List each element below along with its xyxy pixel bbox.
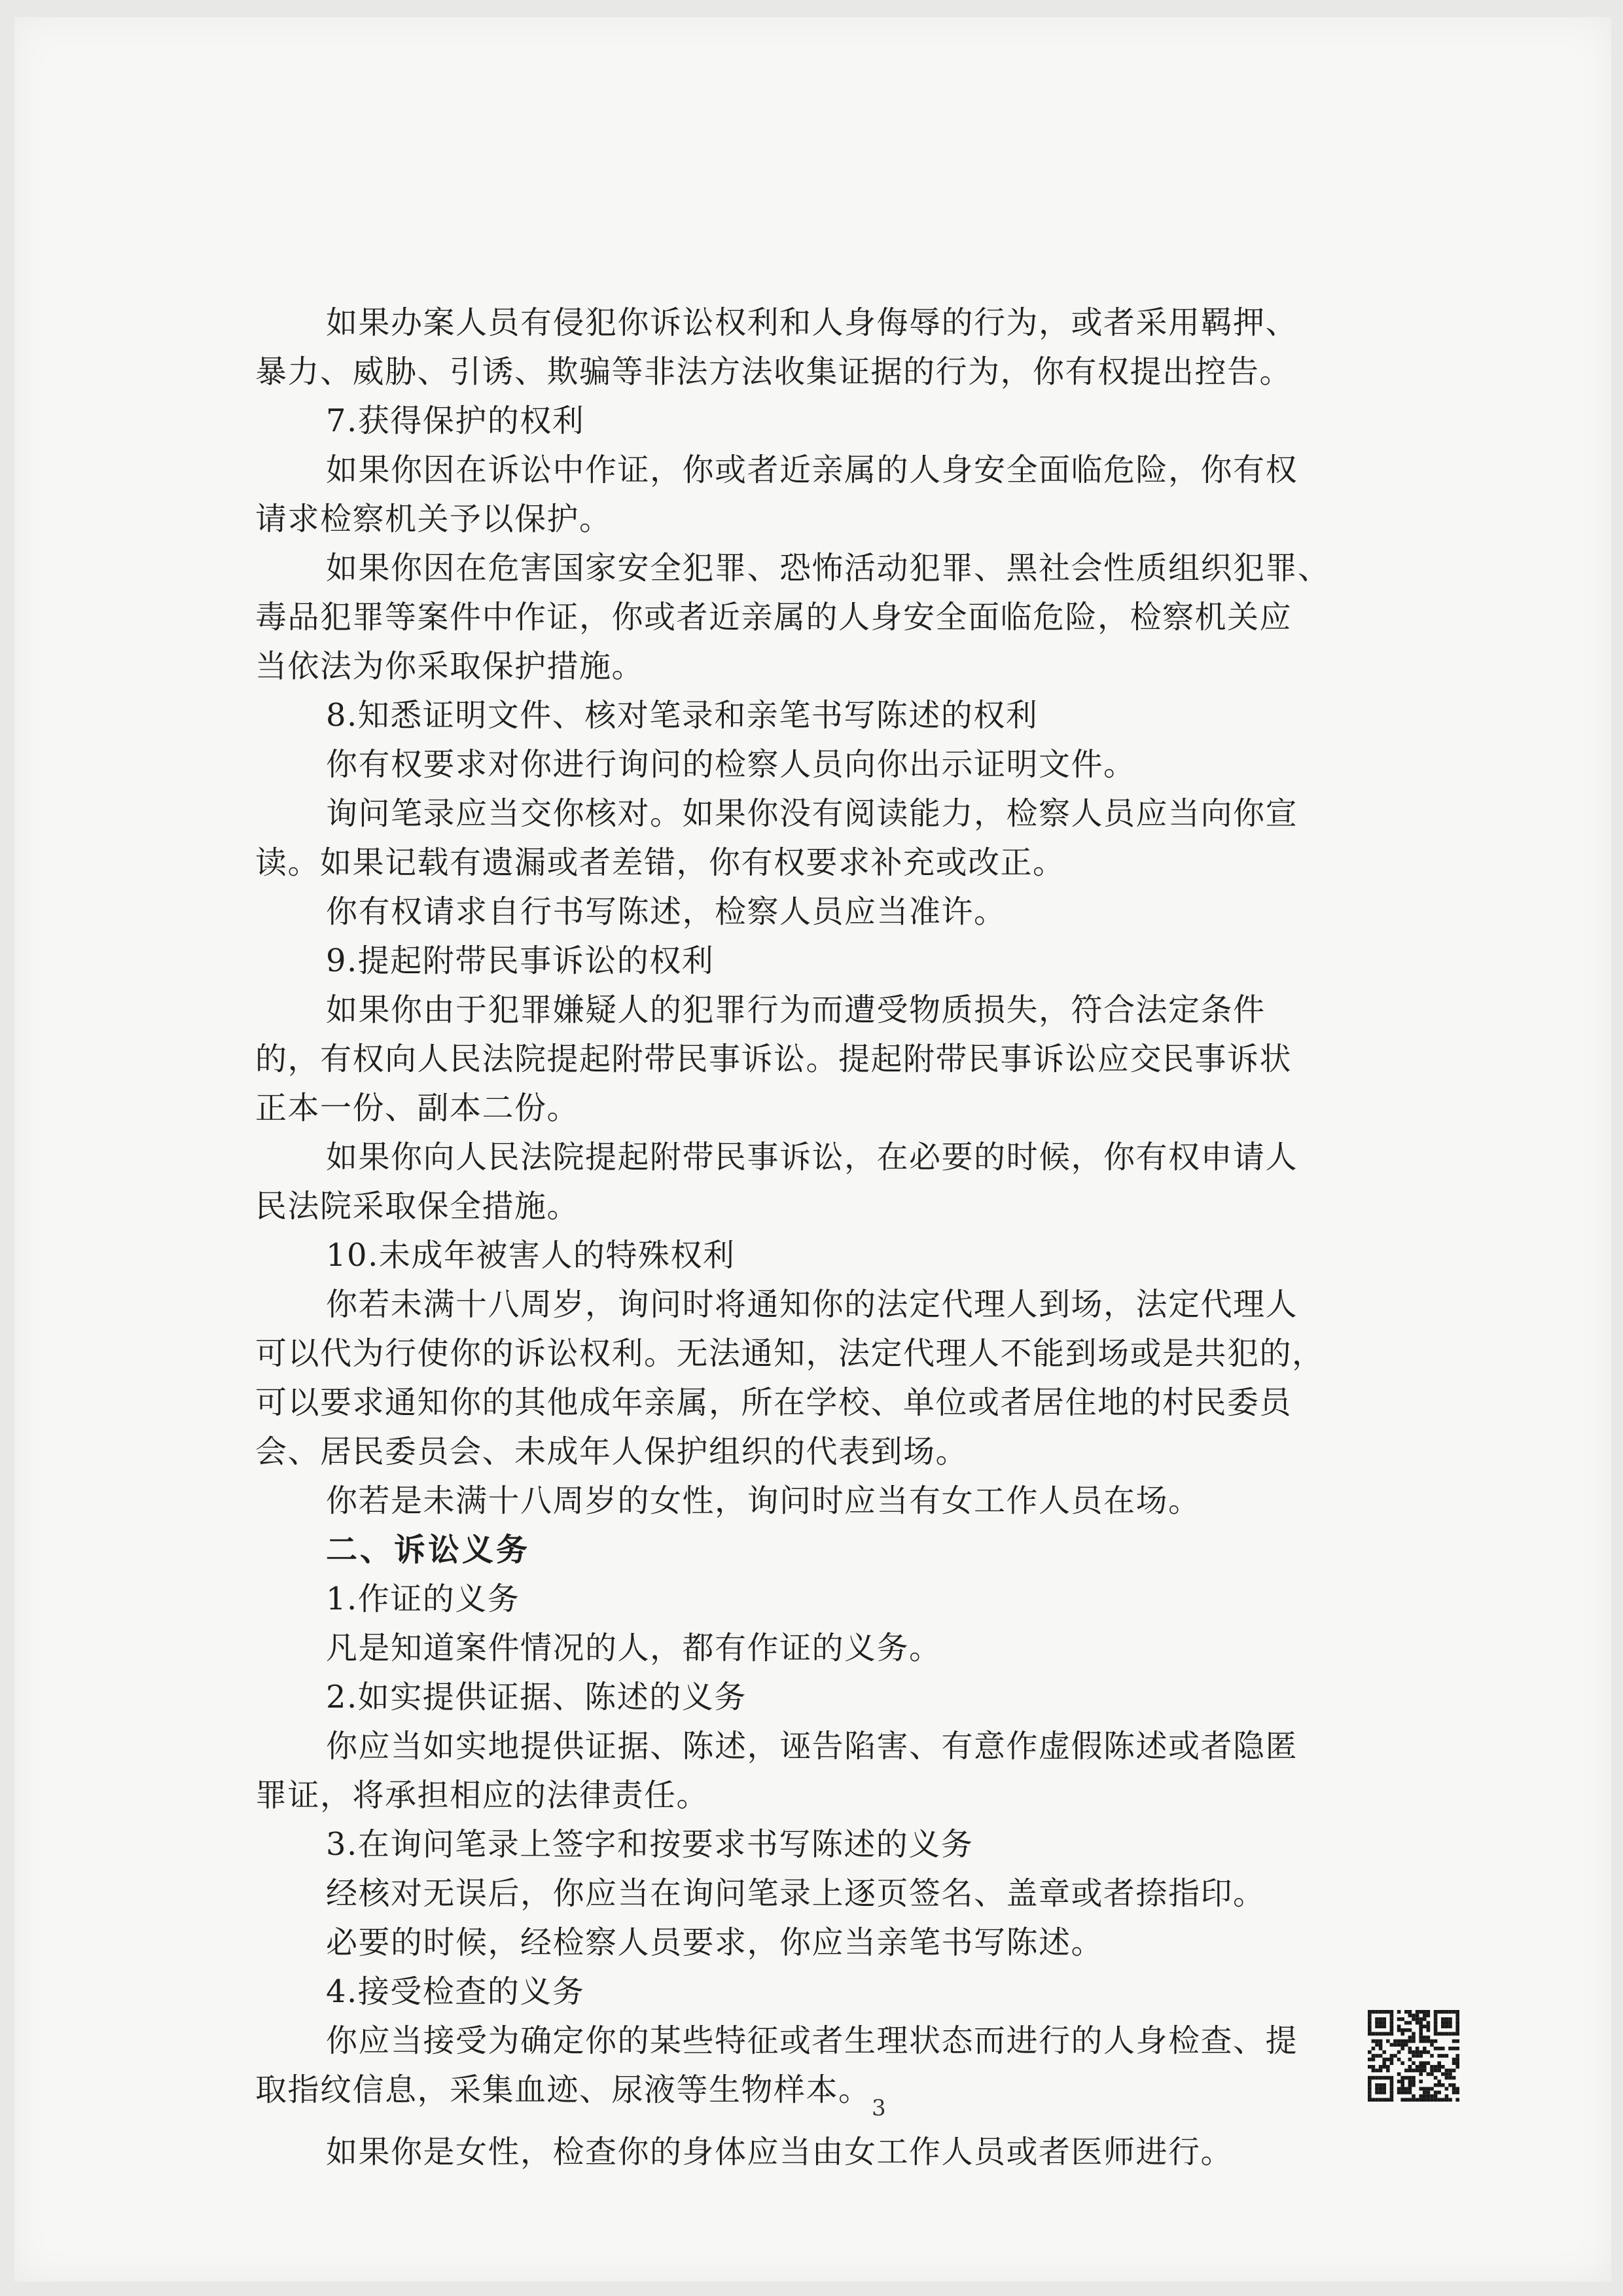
text-line: 必要的时候，经检察人员要求，你应当亲笔书写陈述。 bbox=[326, 1924, 1104, 1961]
document-body bbox=[255, 298, 1459, 2177]
text-line: 如果你向人民法院提起附带民事诉讼，在必要的时候，你有权申请人 bbox=[326, 1139, 1298, 1175]
text-line: 1.作证的义务 bbox=[326, 1581, 520, 1617]
text-line: 8.知悉证明文件、核对笔录和亲笔书写陈述的权利 bbox=[326, 697, 1039, 734]
text-line: 读。如果记载有遗漏或者差错，你有权要求补充或改正。 bbox=[255, 844, 1065, 881]
text-line: 可以要求通知你的其他成年亲属，所在学校、单位或者居住地的村民委员 bbox=[255, 1384, 1293, 1421]
text-line: 4.接受检查的义务 bbox=[326, 1973, 585, 2010]
text-line: 如果办案人员有侵犯你诉讼权利和人身侮辱的行为，或者采用羁押、 bbox=[326, 304, 1298, 341]
text-line: 可以代为行使你的诉讼权利。无法通知，法定代理人不能到场或是共犯的， bbox=[255, 1335, 1325, 1372]
text-line: 10.未成年被害人的特殊权利 bbox=[326, 1237, 736, 1274]
text-line: 你若是未满十八周岁的女性，询问时应当有女工作人员在场。 bbox=[326, 1482, 1201, 1519]
text-line: 凡是知道案件情况的人，都有作证的义务。 bbox=[326, 1630, 942, 1666]
text-line: 取指纹信息，采集血迹、尿液等生物样本。 bbox=[255, 2072, 871, 2108]
text-line: 2.如实提供证据、陈述的义务 bbox=[326, 1679, 747, 1715]
text-line: 你若未满十八周岁，询问时将通知你的法定代理人到场，法定代理人 bbox=[326, 1286, 1298, 1323]
text-line: 7.获得保护的权利 bbox=[326, 403, 585, 439]
text-line: 罪证，将承担相应的法律责任。 bbox=[255, 1777, 709, 1814]
text-line: 经核对无误后，你应当在询问笔录上逐页签名、盖章或者捺指印。 bbox=[326, 1875, 1266, 1912]
qr-code-icon bbox=[1368, 2010, 1459, 2102]
text-line: 会、居民委员会、未成年人保护组织的代表到场。 bbox=[255, 1433, 969, 1470]
text-line: 你应当接受为确定你的某些特征或者生理状态而进行的人身检查、提 bbox=[326, 2022, 1298, 2059]
text-line: 民法院采取保全措施。 bbox=[255, 1188, 580, 1225]
text-line: 如果你由于犯罪嫌疑人的犯罪行为而遭受物质损失，符合法定条件 bbox=[326, 992, 1266, 1028]
text-line: 9.提起附带民事诉讼的权利 bbox=[326, 942, 715, 979]
text-line: 毒品犯罪等案件中作证，你或者近亲属的人身安全面临危险，检察机关应 bbox=[255, 599, 1293, 636]
text-line: 正本一份、副本二份。 bbox=[255, 1090, 580, 1126]
text-line: 如果你是女性，检查你的身体应当由女工作人员或者医师进行。 bbox=[326, 2134, 1234, 2170]
text-line: 你应当如实地提供证据、陈述，诬告陷害、有意作虚假陈述或者隐匿 bbox=[326, 1728, 1298, 1765]
text-line: 暴力、威胁、引诱、欺骗等非法方法收集证据的行为，你有权提出控告。 bbox=[255, 353, 1293, 390]
text-line: 请求检察机关予以保护。 bbox=[255, 501, 612, 537]
section-heading: 二、诉讼义务 bbox=[326, 1532, 531, 1568]
document-page bbox=[14, 17, 1611, 2282]
text-line: 如果你因在危害国家安全犯罪、恐怖活动犯罪、黑社会性质组织犯罪、 bbox=[326, 550, 1330, 586]
text-line: 当依法为你采取保护措施。 bbox=[255, 648, 645, 685]
text-line: 如果你因在诉讼中作证，你或者近亲属的人身安全面临危险，你有权 bbox=[326, 452, 1298, 488]
page-number: 3 bbox=[872, 2095, 886, 2121]
text-line: 3.在询问笔录上签字和按要求书写陈述的义务 bbox=[326, 1826, 974, 1863]
text-line: 的，有权向人民法院提起附带民事诉讼。提起附带民事诉讼应交民事诉状 bbox=[255, 1041, 1293, 1077]
text-line: 你有权要求对你进行询问的检察人员向你出示证明文件。 bbox=[326, 746, 1136, 783]
text-line: 你有权请求自行书写陈述，检察人员应当准许。 bbox=[326, 893, 1007, 930]
text-line: 询问笔录应当交你核对。如果你没有阅读能力，检察人员应当向你宣 bbox=[326, 795, 1298, 832]
